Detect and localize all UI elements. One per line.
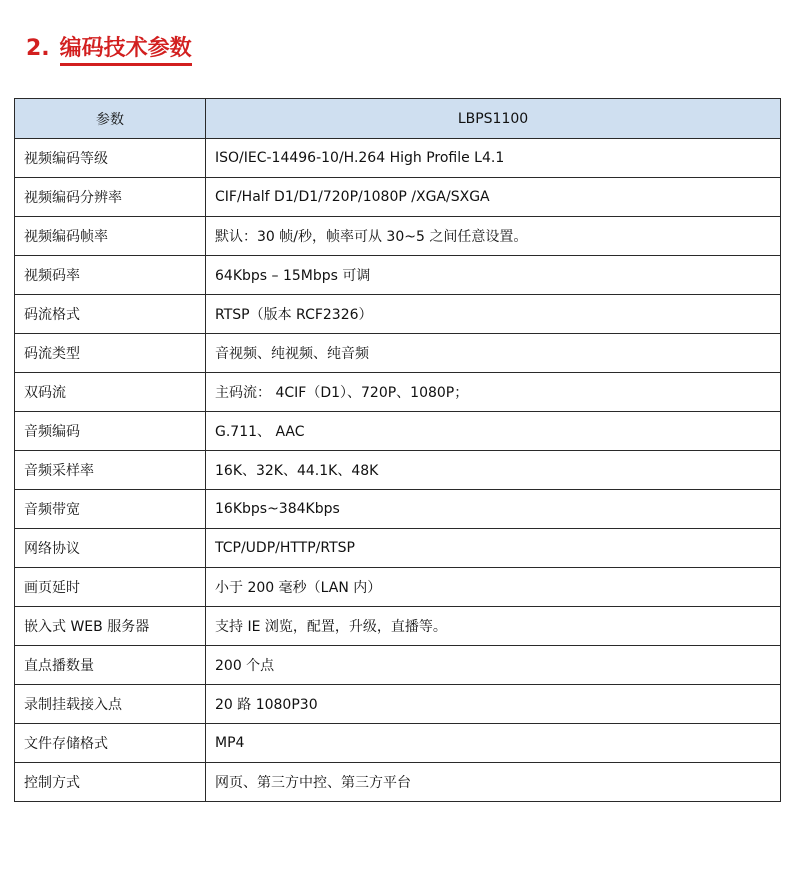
parameter-value-cell: 默认：30 帧/秒，帧率可从 30~5 之间任意设置。: [206, 217, 781, 256]
parameter-value-cell: 网页、第三方中控、第三方平台: [206, 763, 781, 802]
parameter-name-cell: 视频码率: [15, 256, 206, 295]
parameter-name-cell: 控制方式: [15, 763, 206, 802]
parameter-name-cell: 码流类型: [15, 334, 206, 373]
parameter-value-cell: CIF/Half D1/D1/720P/1080P /XGA/SXGA: [206, 178, 781, 217]
table-row: [15, 373, 781, 412]
section-number: 2.: [26, 36, 50, 61]
parameter-name-cell: 音频带宽: [15, 490, 206, 529]
parameter-value-cell: 200 个点: [206, 646, 781, 685]
parameter-name-cell: 录制挂载接入点: [15, 685, 206, 724]
header-parameter: 参数: [15, 99, 206, 139]
table-row: [15, 646, 781, 685]
parameter-name-cell: 音频编码: [15, 412, 206, 451]
header-model: LBPS1100: [206, 99, 781, 139]
parameter-name-cell: 嵌入式 WEB 服务器: [15, 607, 206, 646]
table-row: [15, 334, 781, 373]
table-row: [15, 529, 781, 568]
table-row: [15, 685, 781, 724]
parameter-value-cell: 小于 200 毫秒（LAN 内）: [206, 568, 781, 607]
table-body: [15, 139, 781, 802]
parameter-value-cell: 64Kbps – 15Mbps 可调: [206, 256, 781, 295]
parameter-value-cell: 支持 IE 浏览，配置，升级，直播等。: [206, 607, 781, 646]
table-row: [15, 568, 781, 607]
parameter-value-cell: 16K、32K、44.1K、48K: [206, 451, 781, 490]
parameter-name-cell: 视频编码帧率: [15, 217, 206, 256]
table-row: [15, 217, 781, 256]
table-row: [15, 490, 781, 529]
parameter-name-cell: 双码流: [15, 373, 206, 412]
parameter-name-cell: 网络协议: [15, 529, 206, 568]
table-row: [15, 139, 781, 178]
table-row: [15, 295, 781, 334]
parameter-name-cell: 画页延时: [15, 568, 206, 607]
parameter-value-cell: G.711、 AAC: [206, 412, 781, 451]
parameter-value-cell: RTSP（版本 RCF2326）: [206, 295, 781, 334]
table-row: [15, 256, 781, 295]
table-row: [15, 178, 781, 217]
parameter-name-cell: 视频编码分辨率: [15, 178, 206, 217]
table-row: [15, 724, 781, 763]
parameter-name-cell: 码流格式: [15, 295, 206, 334]
parameter-name-cell: 文件存储格式: [15, 724, 206, 763]
table-header-row: [15, 99, 781, 139]
parameter-value-cell: 20 路 1080P30: [206, 685, 781, 724]
section-title-text: 编码技术参数: [60, 36, 192, 66]
parameter-name-cell: 音频采样率: [15, 451, 206, 490]
parameter-value-cell: MP4: [206, 724, 781, 763]
parameter-value-cell: ISO/IEC-14496-10/H.264 High Profile L4.1: [206, 139, 781, 178]
table-row: [15, 451, 781, 490]
encoding-parameters-table: [14, 98, 781, 802]
section-title: [26, 32, 192, 66]
parameter-name-cell: 视频编码等级: [15, 139, 206, 178]
parameter-value-cell: 16Kbps~384Kbps: [206, 490, 781, 529]
parameter-value-cell: TCP/UDP/HTTP/RTSP: [206, 529, 781, 568]
table-row: [15, 607, 781, 646]
parameter-value-cell: 音视频、纯视频、纯音频: [206, 334, 781, 373]
table-row: [15, 763, 781, 802]
parameter-name-cell: 直点播数量: [15, 646, 206, 685]
parameter-value-cell: 主码流： 4CIF（D1）、720P、1080P；: [206, 373, 781, 412]
table-row: [15, 412, 781, 451]
